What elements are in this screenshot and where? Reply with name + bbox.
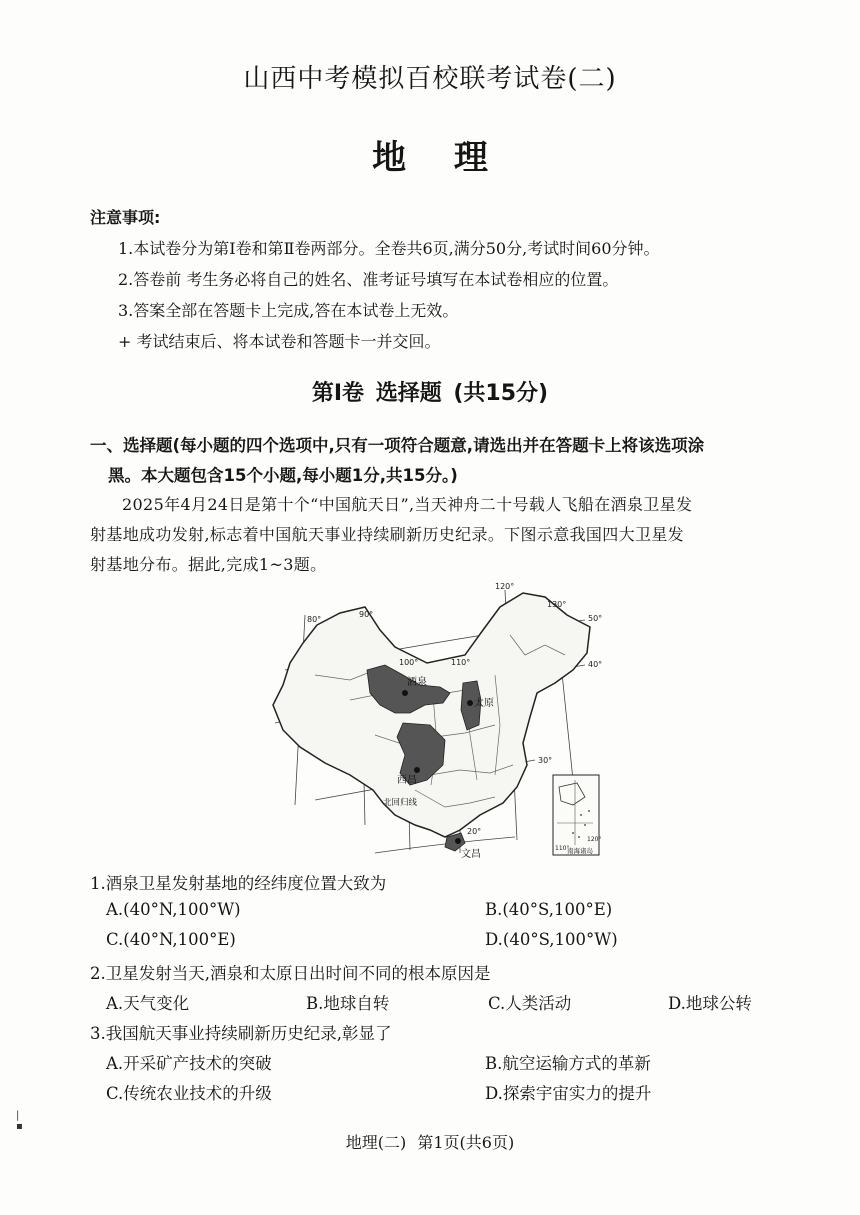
question-3-option-c: C.传统农业技术的升级 [106, 1084, 272, 1103]
exam-title: 山西中考模拟百校联考试卷(二) [243, 64, 617, 94]
question-2-option-b: B.地球自转 [306, 994, 390, 1013]
china-launch-sites-map [255, 575, 605, 860]
question-3-option-a: A.开采矿产技术的突破 [106, 1054, 272, 1073]
label-lat-20: 20° [467, 827, 482, 836]
question-1-option-b: B.(40°S,100°E) [485, 900, 613, 919]
label-lon-110: 110° [451, 658, 471, 667]
notice-heading: 注意事项: [90, 208, 161, 227]
label-taiyuan: 太原 [474, 698, 494, 709]
label-lon-120: 120° [495, 582, 515, 591]
section-title: 第Ⅰ卷 选择题 (共15分) [311, 381, 549, 406]
label-lat-30: 30° [538, 756, 553, 765]
inset-label: 南海诸岛 [567, 847, 593, 855]
label-lat-50: 50° [588, 614, 603, 623]
xichang-dot [414, 767, 420, 773]
question-1-option-a: A.(40°N,100°W) [106, 900, 241, 919]
question-3-option-b: B.航空运输方式的革新 [485, 1054, 651, 1073]
jiuquan-dot [402, 690, 408, 696]
question-2-option-c: C.人类活动 [488, 994, 572, 1013]
passage-line-2: 射基地成功发射,标志着中国航天事业持续刷新历史纪录。下图示意我国四大卫星发 [90, 525, 685, 544]
instructions-line-2: 黑。本大题包含15个小题,每小题1分,共15分。) [108, 466, 458, 485]
question-1-option-c: C.(40°N,100°E) [106, 930, 236, 949]
notice-item-4: + 考试结束后、将本试卷和答题卡一并交回。 [118, 332, 441, 351]
label-lon-80: 80° [307, 615, 322, 624]
question-1-option-d: D.(40°S,100°W) [485, 930, 618, 949]
question-1-stem: 1.酒泉卫星发射基地的经纬度位置大致为 [90, 874, 387, 893]
page-footer: 地理(二) 第1页(共6页) [345, 1133, 515, 1152]
inset-lon-120: 120° [587, 836, 602, 843]
question-2-option-d: D.地球公转 [668, 994, 752, 1013]
label-wenchang: 文昌 [461, 849, 481, 860]
label-jiuquan: 酒泉 [407, 677, 427, 688]
label-lat-40: 40° [588, 660, 603, 669]
instructions-line-1: 一、选择题(每小题的四个选项中,只有一项符合题意,请选出并在答题卡上将该选项涂 [90, 436, 705, 455]
china-outline [273, 593, 590, 837]
passage-line-1: 2025年4月24日是第十个“中国航天日”,当天神舟二十号载人飞船在酒泉卫星发 [122, 495, 693, 514]
question-2-stem: 2.卫星发射当天,酒泉和太原日出时间不同的根本原因是 [90, 964, 491, 983]
label-tropic: 北回归线 [383, 798, 418, 808]
question-3-option-d: D.探索宇宙实力的提升 [485, 1084, 652, 1103]
notice-item-1: 1.本试卷分为第Ⅰ卷和第Ⅱ卷两部分。全卷共6页,满分50分,考试时间60分钟。 [118, 239, 660, 258]
notice-item-3: 3.答案全部在答题卡上完成,答在本试卷上无效。 [118, 301, 459, 320]
passage-line-3: 射基地分布。据此,完成1~3题。 [90, 555, 327, 574]
label-xichang: 西昌 [397, 775, 417, 786]
notice-item-2: 2.答卷前 考生务必将自己的姓名、准考证号填写在本试卷相应的位置。 [118, 270, 619, 289]
subject-heading: 地 理 [372, 138, 506, 178]
taiyuan-dot [467, 700, 473, 706]
label-lon-130: 130° [547, 600, 567, 609]
question-2-option-a: A.天气变化 [106, 994, 190, 1013]
label-lon-100: 100° [399, 658, 419, 667]
inset-lon-110: 110° [555, 845, 570, 852]
south-china-sea-inset [553, 775, 601, 855]
question-3-stem: 3.我国航天事业持续刷新历史纪录,彰显了 [90, 1024, 392, 1043]
wenchang-dot [455, 838, 461, 844]
binding-edge-mark: | ▪ [16, 1110, 23, 1132]
label-lon-90: 90° [359, 610, 374, 619]
